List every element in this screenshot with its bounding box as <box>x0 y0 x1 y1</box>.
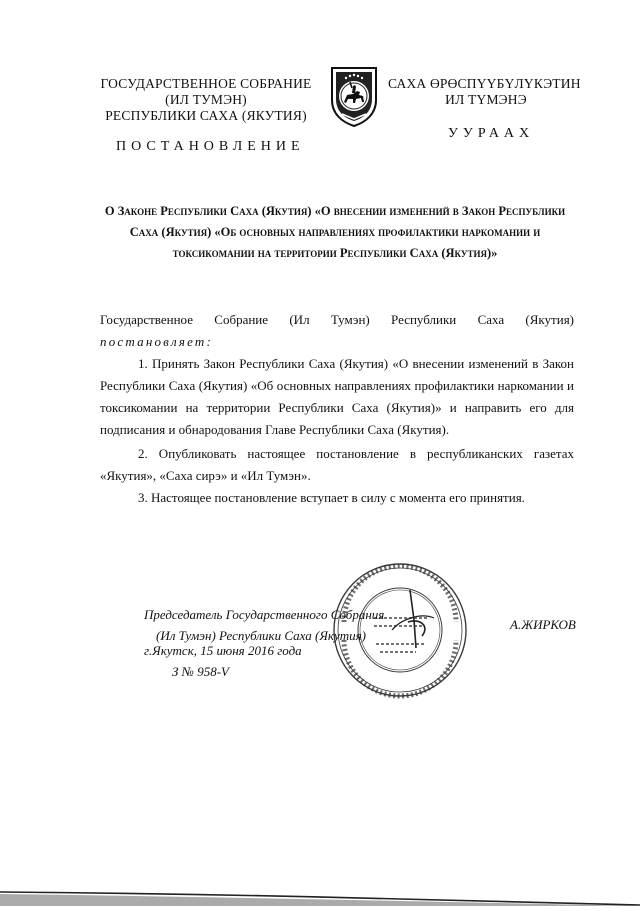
coat-of-arms-icon <box>326 64 382 128</box>
header-left-line-3: РЕСПУБЛИКИ САХА (ЯКУТИЯ) <box>105 108 307 123</box>
header-left-line-2: (ИЛ ТУМЭН) <box>165 92 247 107</box>
scan-edge-divider <box>0 890 640 906</box>
intro-text: Государственное Собрание (Ил Тумэн) Республики Саха (Якутия) <box>100 312 574 327</box>
signatory-position-line-2: (Ил Тумэн) Республики Саха (Якутия) <box>156 628 366 643</box>
document-title: О Законе Республики Саха (Якутия) «О внесении изменений в Закон Республики Саха (Якутия) «Об основных направлениях профилактики наркомании и токсикомании на территории Республики Саха (Якутия)» <box>104 204 566 260</box>
place-date: г.Якутск, 15 июня 2016 года <box>144 643 302 658</box>
resolution-item-3: 3. Настоящее постановление вступает в силу с момента его принятия. <box>138 490 525 505</box>
resolves-text: постановляет: <box>100 334 214 349</box>
doc-type-right: УУРААХ <box>448 126 535 141</box>
signatory-name: А.ЖИРКОВ <box>510 617 576 632</box>
header-right-org <box>388 76 620 108</box>
resolution-item-2: 2. Опубликовать настоящее постановление в республиканских газетах «Якутия», «Саха сирэ» и «Ил Тумэн». <box>100 446 574 483</box>
header-left-org <box>88 76 324 124</box>
header-right-line-1: САХА ӨРӨСПҮҮБҮЛҮКЭТИН <box>388 76 581 91</box>
document-number: З № 958-V <box>172 664 229 679</box>
header-left-line-1: ГОСУДАРСТВЕННОЕ СОБРАНИЕ <box>100 76 312 91</box>
header-right-line-2: ИЛ ТҮМЭНЭ <box>445 92 527 107</box>
signatory-position-line-1: Председатель Государственного Собрания <box>144 607 385 622</box>
doc-type-left: ПОСТАНОВЛЕНИЕ <box>116 139 305 154</box>
resolution-item-1: 1. Принять Закон Республики Саха (Якутия) «О внесении изменений в Закон Республики Саха (Якутия) «Об основных направлениях профилактики наркомании и токсикомании на территории Республики Саха (Якутия)» и направить его для подписания и обнародования Главе Республики Саха (Якутия). <box>100 356 574 437</box>
